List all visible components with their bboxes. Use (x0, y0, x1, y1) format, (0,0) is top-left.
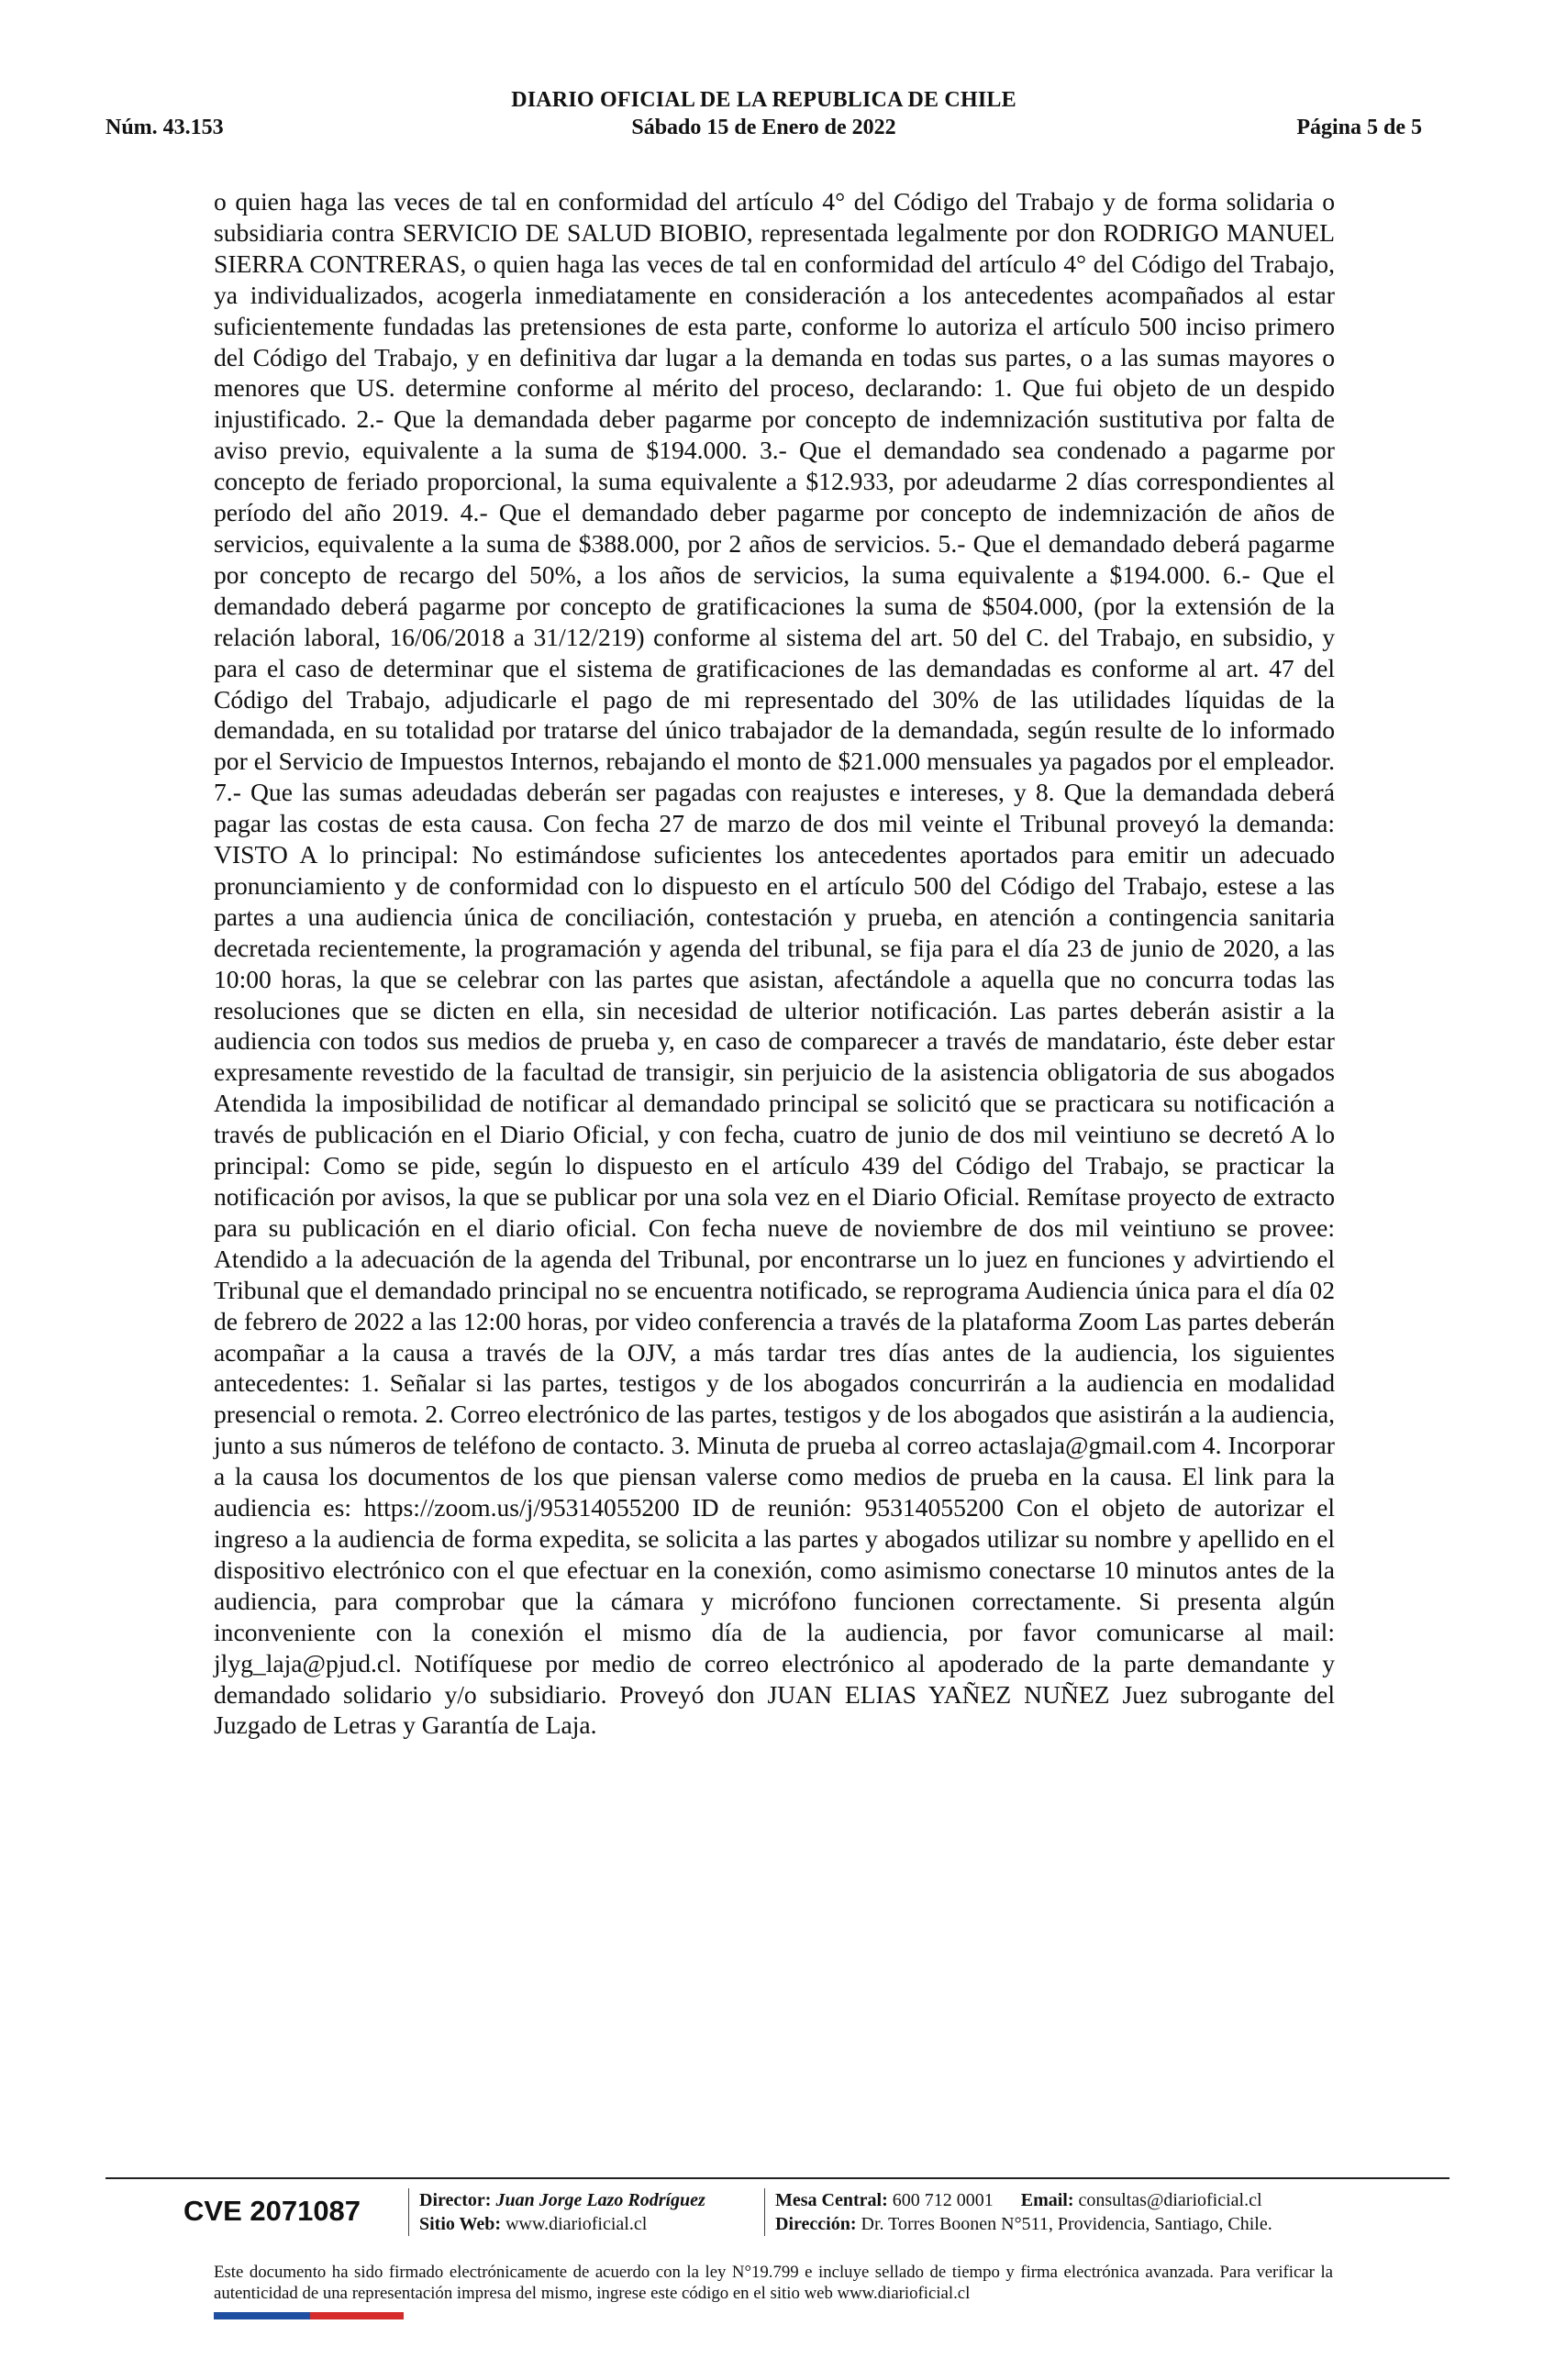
issue-number: Núm. 43.153 (106, 116, 224, 139)
footer-contact-block (775, 2188, 1272, 2236)
signature-notice-text: Este documento ha sido firmado electrónicamente de acuerdo con la ley N°19.799 e incluye sellado de tiempo y firma electrónica avanzada. Para verificar la autenticidad de una representación impresa del mismo, ingrese este código en el sitio web www.diarioficial.cl (214, 2263, 1333, 2303)
site-link[interactable]: www.diarioficial.cl (505, 2214, 648, 2234)
footer-director-block (419, 2188, 705, 2236)
body-paragraph: o quien haga las veces de tal en conformidad del artículo 4° del Código del Trabajo y de forma solidaria o subsidiaria contra SERVICIO DE SALUD BIOBIO, representada legalmente por don RODRIGO MANUEL SIERRA CONTRERAS, o quien haga las veces de tal en conformidad del artículo 4° del Código del Trabajo, ya individualizados, acogerla inmediatamente en consideración a los antecedentes acompañados al estar suficientemente fundadas las pretensiones de esta parte, conforme lo autoriza el artículo 500 inciso primero del Código del Trabajo, y en definitiva dar lugar a la demanda en todas sus partes, o a las sumas mayores o menores que US. determine conforme al mérito del proceso, declarando: 1. Que fui objeto de un despido injustificado. 2.- Que la demandada deber pagarme por concepto de indemnización sustitutiva por falta de aviso previo, equivalente a la suma de $194.000. 3.- Que el demandado sea condenado a pagarme por concepto de feriado proporcional, la suma equivalente a $12.933, por adeudarme 2 días correspondientes al período del año 2019. 4.- Que el demandado deber pagarme por concepto de indemnización de años de servicios, equivalente a la suma de $388.000, por 2 años de servicios. 5.- Que el demandado deberá pagarme por concepto de recargo del 50%, a los años de servicios, la suma equivalente a $194.000. 6.- Que el demandado deberá pagarme por concepto de gratificaciones la suma de $504.000, (por la extensión de la relación laboral, 16/06/2018 a 31/12/219) conforme al sistema del art. 50 del C. del Trabajo, en subsidio, y para el caso de determinar que el sistema de gratificaciones de las demandadas es conforme al art. 47 del Código del Trabajo, adjudicarle el pago de mi representado del 30% de las utilidades líquidas de la demandada, en su totalidad por tratarse del único trabajador de la demandada, según resulte de lo informado por el Servicio de Impuestos Internos, rebajando el monto de $21.000 mensuales ya pagados por el empleador. 7.- Que las sumas adeudadas deberán ser pagadas con reajustes e intereses, y 8. Que la demandada deberá pagar las costas de esta causa. Con fecha 27 de marzo de dos mil veinte el Tribunal proveyó la demanda: VISTO A lo principal: No estimándose suficientes los antecedentes aportados para emitir un adecuado pronunciamiento y de conformidad con lo dispuesto en el artículo 500 del Código del Trabajo, estese a las partes a una audiencia única de conciliación, contestación y prueba, en atención a contingencia sanitaria decretada recientemente, la programación y agenda del tribunal, se fija para el día 23 de junio de 2020, a las 10:00 horas, la que se celebrar con las partes que asistan, afectándole a aquella que no concurra todas las resoluciones que se dicten en ella, sin necesidad de ulterior notificación. Las partes deberán asistir a la audiencia con todos sus medios de prueba y, en caso de comparecer a través de mandatario, éste deber estar expresamente revestido de la facultad de transigir, sin perjuicio de la asistencia obligatoria de sus abogados Atendida la imposibilidad de notificar al demandado principal se solicitó que se practicara su notificación a través de publicación en el Diario Oficial, y con fecha, cuatro de junio de dos mil veintiuno se decretó A lo principal: Como se pide, según lo dispuesto en el artículo 439 del Código del Trabajo, se practicar la notificación por avisos, la que se publicar por una sola vez en el Diario Oficial. Remítase proyecto de extracto para su publicación en el diario oficial. Con fecha nueve de noviembre de dos mil veintiuno se provee: Atendido a la adecuación de la agenda del Tribunal, por encontrarse un lo juez en funciones y advirtiendo el Tribunal que el demandado principal no se encuentra notificado, se reprograma Audiencia única para el día 02 de febrero de 2022 a las 12:00 horas, por video conferencia a través de la plataforma Zoom Las partes deberán acompañar a la causa a través de la OJV, a más tardar tres días antes de la audiencia, los siguientes antecedentes: 1. Señalar si las partes, testigos y de los abogados concurrirán a la audiencia en modalidad presencial o remota. 2. Correo electrónico de las partes, testigos y de los abogados que asistirán a la audiencia, junto a sus números de teléfono de contacto. 3. Minuta de prueba al correo actaslaja@gmail.com 4. Incorporar a la causa los documentos de los que piensan valerse como medios de prueba en la causa. El link para la audiencia es: https://zoom.us/j/95314055200 ID de reunión: 95314055200 Con el objeto de autorizar el ingreso a la audiencia de forma expedita, se solicita a las partes y abogados utilizar su nombre y apellido en el dispositivo electrónico con el que efectuar en la conexión, como asimismo conectarse 10 minutos antes de la audiencia, para comprobar que la cámara y micrófono funcionen correctamente. Si presenta algún inconveniente con la conexión el mismo día de la audiencia, por favor comunicarse al mail: jlyg_laja@pjud.cl. Notifíquese por medio de correo electrónico al apoderado de la parte demandante y demandado solidario y/o subsidiario. Proveyó don JUAN ELIAS YAÑEZ NUÑEZ Juez subrogante del Juzgado de Letras y Garantía de Laja. (214, 187, 1335, 1740)
footer-separator (408, 2188, 409, 2236)
email-label: Email: (1020, 2190, 1074, 2210)
address-value: Dr. Torres Boonen N°511, Providencia, Santiago, Chile. (861, 2214, 1272, 2234)
director-name: Juan Jorge Lazo Rodríguez (495, 2190, 705, 2210)
flag-stripe-red (310, 2312, 404, 2319)
footer-separator (764, 2188, 765, 2236)
address-label: Dirección: (775, 2214, 857, 2234)
director-label: Director: (419, 2190, 492, 2210)
email-link[interactable]: consultas@diarioficial.cl (1078, 2190, 1262, 2210)
document-body (214, 186, 1335, 1741)
site-label: Sitio Web: (419, 2214, 502, 2234)
footer-divider (106, 2177, 1449, 2179)
signature-notice (214, 2262, 1333, 2304)
page-header (106, 88, 1422, 152)
cve-code: CVE 2071087 (183, 2195, 361, 2227)
page-number: Página 5 de 5 (1296, 116, 1422, 139)
flag-stripe-blue (214, 2312, 310, 2319)
issue-date: Sábado 15 de Enero de 2022 (631, 116, 896, 139)
publication-title: DIARIO OFICIAL DE LA REPUBLICA DE CHILE (511, 88, 1016, 112)
mesa-label: Mesa Central: (775, 2190, 888, 2210)
mesa-phone: 600 712 0001 (892, 2190, 994, 2210)
